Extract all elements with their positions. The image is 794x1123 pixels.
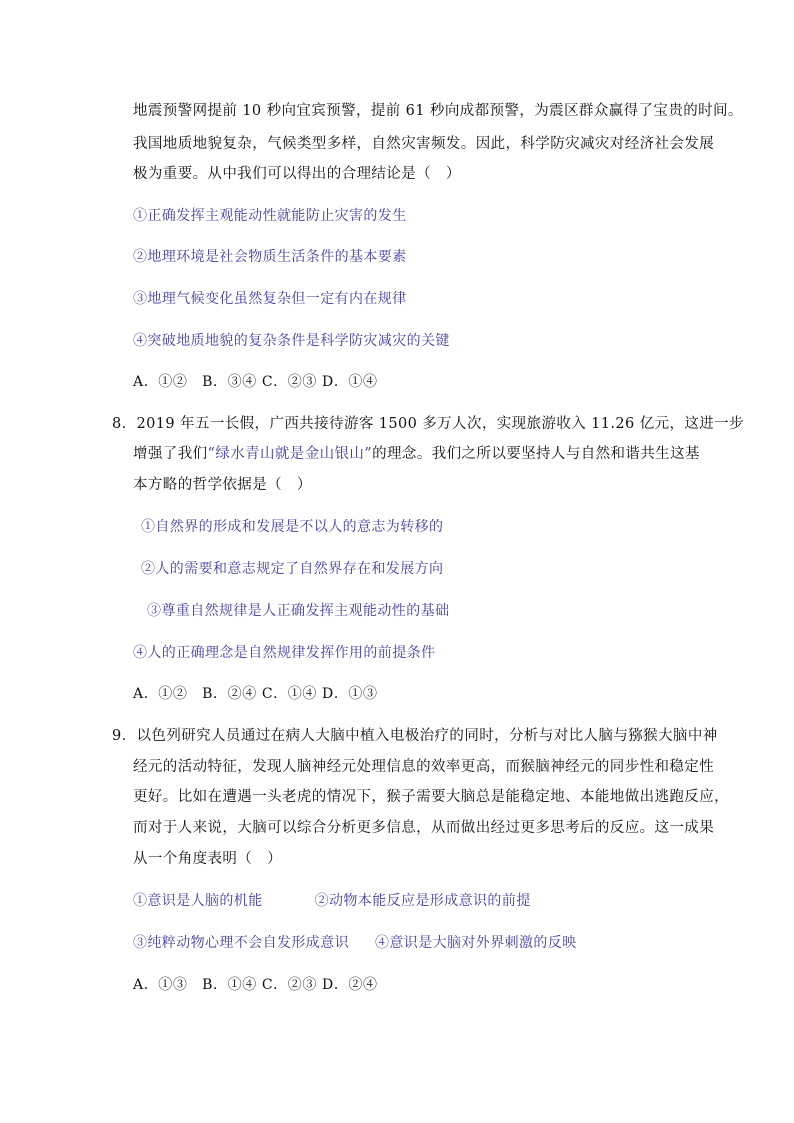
q7-stem-line-1: 地震预警网提前 10 秒向宜宾预警，提前 61 秒向成都预警，为震区群众赢得了宝贵的时间。 [133,103,743,119]
q9-option-3: ③纯粹动物心理不会自发形成意识 [133,935,349,951]
q9-option-1: ①意识是人脑的机能 [133,893,263,909]
q9-number: 9． [112,728,137,744]
q8-option-1: ①自然界的形成和发展是不以人的意志为转移的 [141,519,444,535]
q8-option-3: ③尊重自然规律是人正确发挥主观能动性的基础 [147,603,450,619]
q9-stem-line-4: 而对于人来说，大脑可以综合分析更多信息，从而做出经过更多思考后的反应。这一成果 [133,820,715,836]
q9-stem-line-3: 更好。比如在遭遇一头老虎的情况下，猴子需要大脑总是能稳定地、本能地做出逃跑反应， [133,789,729,805]
q8-stem-line-3: 本方略的哲学依据是（ ） [133,477,312,493]
q8-stem-text-2a: 增强了我们 [133,446,208,462]
q7-option-2: ②地理环境是社会物质生活条件的基本要素 [133,249,407,265]
q8-stem-text-1: 2019 年五一长假，广西共接待游客 1500 多万人次，实现旅游收入 11.26 亿元，这进一步 [136,416,744,432]
q9-option-2: ②动物本能反应是形成意识的前提 [314,893,531,909]
q8-stem-text-2b: 的理念。我们之所以要坚持人与自然和谐共生这基 [372,446,700,462]
q9-answer-choices: A．①③ B．①④ C．②③ D．②④ [133,977,378,993]
q7-option-3: ③地理气候变化虽然复杂但一定有内在规律 [133,291,407,307]
q9-stem-line-1 [112,726,718,746]
q9-stem-text-1: 以色列研究人员通过在病人大脑中植入电极治疗的同时，分析与对比人脑与猕猴大脑中神 [136,728,718,744]
q9-stem-line-5: 从一个角度表明（ ） [133,851,282,867]
q7-option-1: ①正确发挥主观能动性就能防止灾害的发生 [133,208,407,224]
q8-stem-line-2 [133,444,700,464]
q8-stem-line-1 [112,414,744,434]
q8-option-4: ④人的正确理念是自然规律发挥作用的前提条件 [133,645,436,661]
q7-answer-choices: A．①② B．③④ C．②③ D．①④ [133,374,378,390]
q9-stem-line-2: 经元的活动特征，发现人脑神经元处理信息的效率更高，而猴脑神经元的同步性和稳定性 [133,759,715,775]
q7-stem-line-2: 我国地质地貌复杂，气候类型多样，自然灾害频发。因此，科学防灾减灾对经济社会发展 [133,136,715,152]
q9-options-row-2 [133,933,577,953]
q8-option-2: ②人的需要和意志规定了自然界存在和发展方向 [141,561,444,577]
q9-options-row-1 [133,891,531,911]
q7-stem-line-3: 极为重要。从中我们可以得出的合理结论是（ ） [133,166,461,182]
q8-number: 8． [112,416,137,432]
q8-quote: “绿水青山就是金山银山” [207,446,373,462]
q9-option-4: ④意识是大脑对外界刺激的反映 [375,935,577,951]
q7-option-4: ④突破地质地貌的复杂条件是科学防灾减灾的关键 [133,333,450,349]
q8-answer-choices: A．①② B．②④ C．①④ D．①③ [133,686,378,702]
